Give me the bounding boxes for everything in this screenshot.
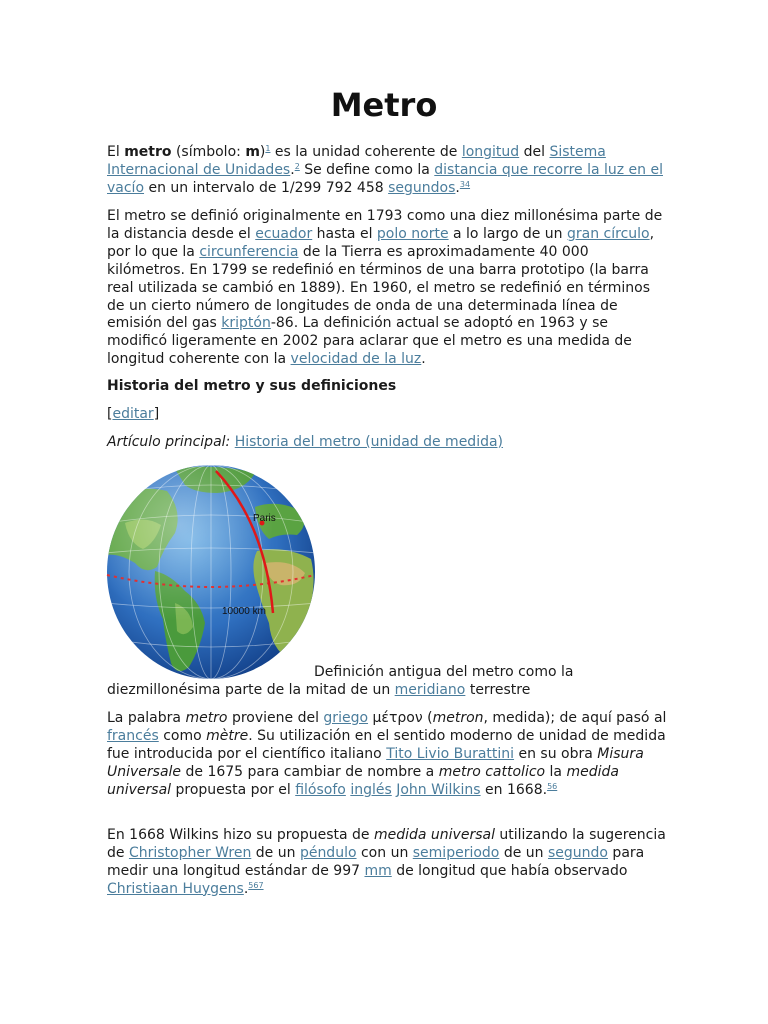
section-heading: Historia del metro y sus definiciones xyxy=(107,378,397,394)
text: . Su utilización en el sentido moderno de unidad de medida fue introducida por el científico italiano xyxy=(107,727,666,762)
link-longitud[interactable]: longitud xyxy=(461,144,520,160)
text: El metro se definió originalmente en 1793 como una diez millonésima parte de la distancia desde el xyxy=(107,208,663,242)
wilkins-paragraph xyxy=(107,827,667,899)
text: de un xyxy=(499,844,548,861)
link-pendulo[interactable]: péndulo xyxy=(299,844,357,861)
footnote-link[interactable]: 56 xyxy=(547,781,558,791)
footnote-link[interactable]: 567 xyxy=(248,880,264,890)
etymology-paragraph xyxy=(107,710,667,800)
footnote-ref[interactable] xyxy=(547,782,557,791)
text: (símbolo: xyxy=(171,144,246,160)
text: μέτρον ( xyxy=(368,710,433,726)
footnote-ref[interactable] xyxy=(460,180,470,189)
italic-term: metro xyxy=(185,710,228,726)
link-ecuador[interactable]: ecuador xyxy=(255,225,313,242)
footnote-link[interactable]: 2 xyxy=(294,161,300,171)
link-semiperiodo[interactable]: semiperiodo xyxy=(412,844,500,861)
link-gran-circulo[interactable]: gran círculo xyxy=(566,225,650,242)
edit-link[interactable]: editar xyxy=(112,406,154,422)
text: del xyxy=(519,144,550,160)
footnote-link[interactable]: 1 xyxy=(265,144,271,153)
link-filosofo[interactable]: filósofo xyxy=(295,781,346,798)
italic-term: medida universal xyxy=(373,827,495,843)
text: ) xyxy=(259,144,266,160)
text: . xyxy=(290,161,295,178)
edit-section xyxy=(107,406,667,424)
text: . xyxy=(243,880,249,897)
link-christopher-wren[interactable]: Christopher Wren xyxy=(128,844,252,861)
text: a lo largo de un xyxy=(448,225,567,242)
bracket: ] xyxy=(153,406,160,422)
history-paragraph xyxy=(107,208,667,369)
text: para medir una longitud estándar de 997 xyxy=(107,844,645,879)
distance-label: 10000 km xyxy=(222,606,266,617)
link-griego[interactable]: griego xyxy=(323,710,369,726)
link-john-wilkins[interactable]: John Wilkins xyxy=(396,781,481,798)
footnote-link[interactable]: 34 xyxy=(459,179,471,189)
page-title: Metro xyxy=(330,86,438,124)
paris-label: Paris xyxy=(253,513,276,524)
main-article-note xyxy=(107,434,667,452)
link-frances[interactable]: francés xyxy=(107,727,159,744)
italic-term: metro cattolico xyxy=(438,763,546,780)
italic-term: Misura Universale xyxy=(107,745,644,780)
link-polo-norte[interactable]: polo norte xyxy=(376,225,449,242)
text: de un xyxy=(251,844,300,861)
text: terrestre xyxy=(465,681,531,698)
link-tito-livio-burattini[interactable]: Tito Livio Burattini xyxy=(386,745,515,762)
text: , medida); de aquí pasó al xyxy=(483,710,667,726)
italic-term: mètre xyxy=(206,727,249,744)
intro-paragraph xyxy=(107,144,667,198)
text: como xyxy=(158,727,207,744)
globe-shine xyxy=(107,465,315,679)
text: utilizando la sugerencia de xyxy=(107,827,666,861)
link-mm[interactable]: mm xyxy=(364,862,392,879)
italic-term: medida universal xyxy=(107,763,619,798)
link-historia-metro[interactable]: Historia del metro (unidad de medida) xyxy=(234,434,504,450)
text: . xyxy=(455,179,460,196)
text: hasta el xyxy=(312,225,377,242)
link-circunferencia[interactable]: circunferencia xyxy=(199,243,299,260)
text: . xyxy=(421,351,426,368)
footnote-ref[interactable] xyxy=(248,881,263,890)
link-segundos[interactable]: segundos xyxy=(388,179,456,196)
text: de la Tierra es aproximadamente 40 000 kilómetros. En 1799 se redefinió en términos de una barra prototipo (la barra real utilizada se cambió en 1889). En 1960, el metro se redefinió en términos de un cierto número de longitudes de onda de una determinada línea de emisión del gas xyxy=(107,243,651,332)
link-velocidad-luz[interactable]: velocidad de la luz xyxy=(290,351,422,368)
text: En 1668 Wilkins hizo su propuesta de xyxy=(107,827,374,843)
link-distancia-luz[interactable]: distancia que recorre la luz en el vacío xyxy=(107,161,663,196)
link-segundo[interactable]: segundo xyxy=(547,844,608,861)
bold-term: metro xyxy=(124,144,172,160)
italic-term: metron xyxy=(432,710,484,726)
text: proviene del xyxy=(227,710,324,726)
link-ingles[interactable]: inglés xyxy=(350,781,392,798)
text: propuesta por el xyxy=(171,781,296,798)
link-meridiano[interactable]: meridiano xyxy=(394,681,466,698)
text: la xyxy=(545,763,567,780)
globe-figure[interactable] xyxy=(105,463,317,681)
text: Definición antigua del metro como la diezmillonésima parte de la mitad de un xyxy=(107,664,574,698)
text: es la unidad coherente de xyxy=(270,144,462,160)
text: El xyxy=(107,144,125,160)
text: en 1668. xyxy=(480,781,548,798)
main-article-label: Artículo principal: xyxy=(107,434,231,450)
link-kripton[interactable]: kriptón xyxy=(221,315,271,332)
bold-term: m xyxy=(245,144,260,160)
text: de longitud que había observado xyxy=(391,862,628,879)
text: -86. La definición actual se adoptó en 1963 y se modificó ligeramente en 2002 para aclarar que el metro es una medida de longitud coherente con la xyxy=(107,315,632,368)
bracket: [ xyxy=(107,406,113,422)
link-christiaan-huygens[interactable]: Christiaan Huygens xyxy=(107,880,244,897)
text: Se define como la xyxy=(299,161,435,178)
link-sistema-internacional[interactable]: Sistema Internacional de Unidades xyxy=(107,144,606,178)
text: , por lo que la xyxy=(107,225,655,260)
text: en un intervalo de 1/299 792 458 xyxy=(144,179,389,196)
text: en su obra xyxy=(514,745,598,762)
text: de 1675 para cambiar de nombre a xyxy=(181,763,439,780)
text: La palabra xyxy=(107,710,186,726)
text: con un xyxy=(356,844,413,861)
figure-caption xyxy=(107,664,667,700)
